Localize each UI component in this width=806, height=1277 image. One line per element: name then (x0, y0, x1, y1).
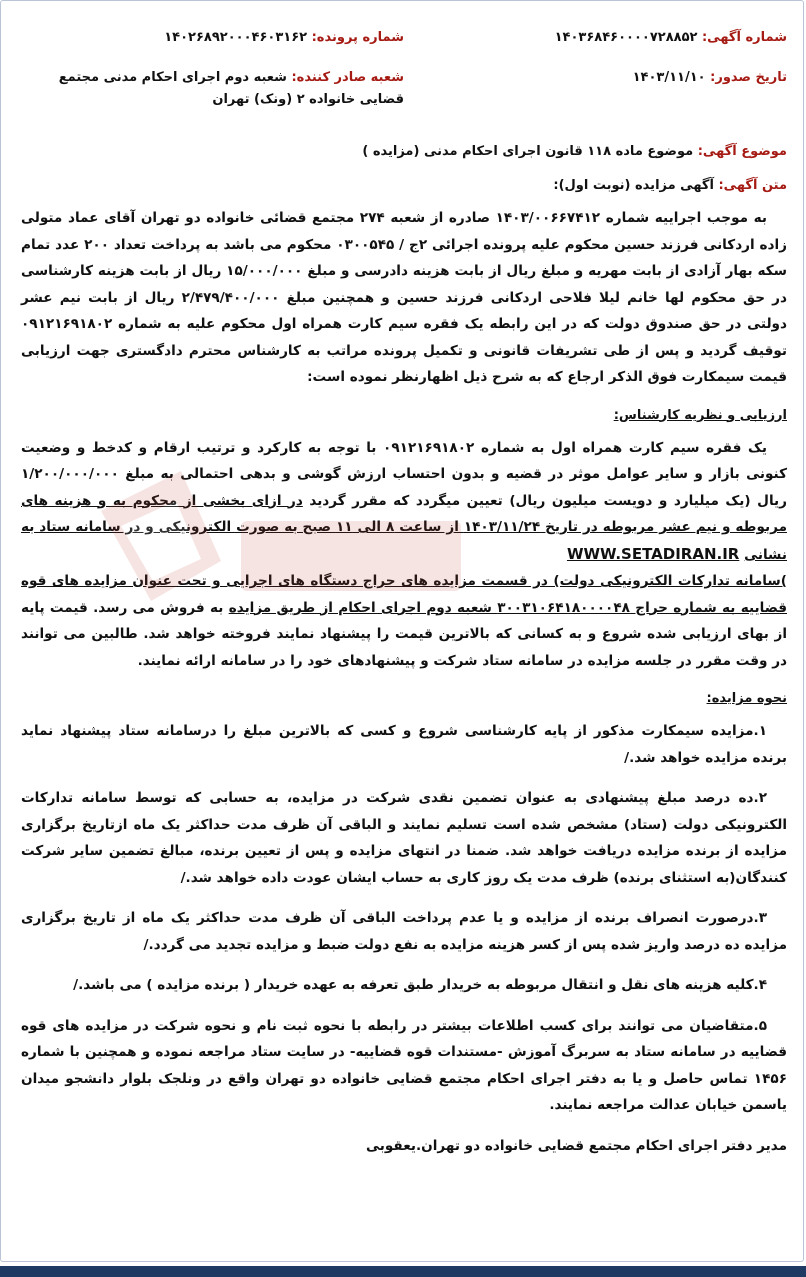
signature-line: مدیر دفتر اجرای احکام مجتمع قضایی خانواده دو تهران.یعقوبی (366, 1137, 787, 1154)
subject-label: موضوع آگهی: (697, 144, 787, 159)
issuer-value: شعبه دوم اجرای احکام مدنی مجتمع قضایی خانواده ۲ (ونک) تهران (58, 70, 404, 107)
issuer-label: شعبه صادر کننده: (291, 70, 404, 85)
issuer (21, 67, 404, 111)
issue-date-value: ۱۴۰۳/۱۱/۱۰ (632, 70, 706, 85)
body-title: آگهی مزایده (نوبت اول): (553, 178, 714, 193)
appraisal-underlined-text: در ازای بخشی از محکوم به و هزینه های مربوطه و نیم عشر مربوطه در تاریخ ۱۴۰۳/۱۱/۲۴ از ساعت ۸ الی ۱۱ صبح به صورت الکترونیکی و در سامانه ستاد به نشانی (21, 492, 787, 563)
appraisal-underlined-text-2: )سامانه تدارکات الکترونیکی دولت) در قسمت مزایده های حراج دستگاه های اجرایی و تحت عنوان مزایده های قوه قضاییه به شماره حراج ۳۰۰۳۱۰۶۴۱۸۰۰۰۰۴۸ شعبه دوم اجرای احکام از طریق مزایده (21, 573, 787, 616)
body-title-line (21, 175, 787, 197)
appraisal-text-1: یک فقره سیم کارت همراه اول به شماره ۰۹۱۲۱۶۹۱۸۰۲ با توجه به کارکرد و ترتیب ارقام و کدخط و وضعیت کنونی بازار و سایر عوامل موثر در قضیه و بدون احتساب ارزش گوشی و بدهی احتمالی به مبلغ ۱/۲۰۰/۰۰۰/۰۰۰ ریال (یک میلیارد و دویست میلیون ریال) تعیین میگردد که مقرر گردید (21, 439, 787, 509)
body-label: متن آگهی: (718, 178, 787, 193)
appraisal-paragraph (21, 435, 787, 675)
issue-date (404, 67, 787, 89)
method-item-5: ۵.متقاضیان می توانند برای کسب اطلاعات بیشتر در رابطه با نحوه ثبت نام و نحوه شرکت در مزایده های قوه قضاییه در سامانه ستاد به سربرگ آموزش -مستندات قوه قضاییه- در سایت ستاد مراجعه نموده و همچنین با شماره ۱۴۵۶ تماس حاصل و یا به دفتر اجرای احکام مجتمع قضایی خانواده دو تهران واقع در ونلجک بلوار دانشجو میدان یاسمن خیابان عدالت مراجعه نمایند. (21, 1017, 787, 1113)
notice-document (1, 1, 803, 1159)
appraisal-heading: ارزیابی و نظریه کارشناس: (613, 407, 787, 423)
file-number-value: ۱۴۰۲۶۸۹۲۰۰۰۴۶۰۳۱۶۲ (164, 30, 308, 45)
notice-number (404, 27, 787, 49)
footer-bar (0, 1266, 806, 1277)
header-row-1 (21, 27, 787, 49)
appraisal-text-2: به فروش می رسد. قیمت پایه از بهای ارزیابی شده شروع و به کسانی که بالاترین قیمت را پیشنهاد نمایند فروخته خواهد شد. طالبین می توانند در وقت مقرر در جلسه مزایده در سامانه ستاد شرکت و پیشنهادهای خود را در سامانه ارائه نمایند. (21, 599, 787, 669)
file-number (21, 27, 404, 49)
header-row-2 (21, 67, 787, 111)
method-item-4: ۴.کلیه هزینه های نقل و انتقال مربوطه به خریدار طبق تعرفه به عهده خریدار ( برنده مزایده ) می باشد./ (73, 977, 767, 993)
subject-line (21, 141, 787, 163)
setadiran-link[interactable]: WWW.SETADIRAN.IR (566, 544, 740, 563)
method-item-3: ۳.درصورت انصراف برنده از مزایده و یا عدم پرداخت الباقی آن ظرف مدت حداکثر یک ماه از تاریخ برگزاری مزایده ده درصد واریز شده پس از کسر هزینه مزایده به نفع دولت ضبط و مزایده تجدید می گردد./ (21, 910, 787, 953)
issue-date-label: تاریخ صدور: (710, 70, 787, 85)
intro-paragraph: به موجب اجراییه شماره ۱۴۰۳/۰۰۶۶۷۴۱۲ صادره از شعبه ۲۷۴ مجتمع قضائی خانواده دو تهران آقای عماد متولی زاده اردکانی فرزند حسین محکوم علیه پرونده اجرائی ۲ج / ۰۳۰۰۵۴۵ محکوم می باشد به پرداخت تعداد ۲۰۰ عدد تمام سکه بهار آزادی از بابت مهریه و مبلغ ریال از بابت هزینه دادرسی و مبلغ ۱۵/۰۰۰/۰۰۰ ریال از بابت هزینه کارشناسی در حق محکوم لها خانم لیلا فلاحی اردکانی فرزند حسین و همچنین مبلغ ۲/۴۷۹/۴۰۰/۰۰۰ ریال از بابت نیم عشر دولتی در حق صندوق دولت که در این رابطه یک فقره سیم کارت همراه اول محکوم علیه به شماره ۰۹۱۲۱۶۹۱۸۰۲ توقیف گردید و پس از طی تشریفات قانونی و تکمیل پرونده مراتب به کارشناس محترم دادگستری جهت ارزیابی قیمت سیمکارت فوق الذکر ارجاع که به شرح ذیل اظهارنظر نموده است: (21, 210, 787, 385)
method-item-1: ۱.مزایده سیمکارت مذکور از پایه کارشناسی شروع و کسی که بالاترین مبلغ را درسامانه ستاد پیشنهاد نماید برنده مزایده خواهد شد./ (21, 723, 787, 766)
notice-number-label: شماره آگهی: (701, 30, 787, 45)
file-number-label: شماره پرونده: (311, 30, 404, 45)
method-heading: نحوه مزایده: (706, 691, 787, 706)
method-item-2: ۲.ده درصد مبلغ پیشنهادی به عنوان تضمین نقدی شرکت در مزایده، به حسابی که توسط سامانه تدارکات الکترونیکی دولت (ستاد) مشخص شده است تسلیم نمایند و الباقی آن ظرف مدت حداکثر یک ماه ازتاریخ برگزاری مزایده از برنده مزایده دریافت خواهد شد. ضمنا در انتهای مزایده و پس از تعیین برنده، مبالغ تضمین سایر شرکت کنندگان(به استثنای برنده) ظرف مدت یک روز کاری به حساب ایشان عودت داده خواهد شد./ (21, 790, 787, 886)
subject-value: موضوع ماده ۱۱۸ قانون اجرای احکام مدنی (مزایده ) (362, 144, 694, 159)
notice-number-value: ۱۴۰۳۶۸۴۶۰۰۰۰۷۲۸۸۵۲ (554, 30, 698, 45)
